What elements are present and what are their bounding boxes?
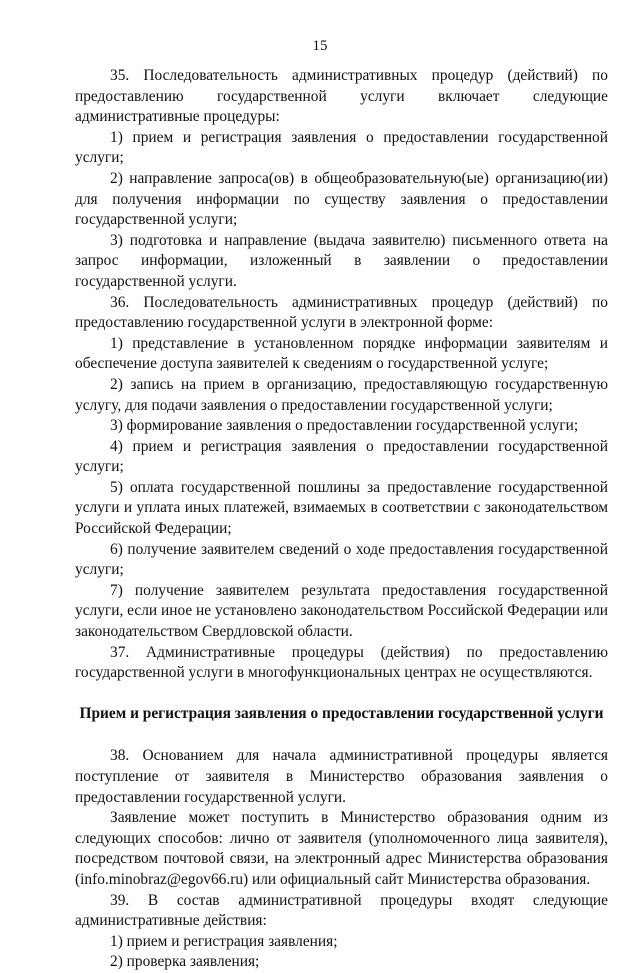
document-body	[75, 66, 608, 973]
section-procedures	[75, 66, 608, 684]
paragraph: 5) оплата государственной пошлины за предоставление государственной услуги и уплата иных платежей, взимаемых в соответствии с законодательством Российской Федерации;	[75, 478, 608, 538]
paragraph: 37. Административные процедуры (действия) по предоставлению государственной услуги в многофункциональных центрах не осуществляются.	[75, 643, 608, 682]
paragraph: 36. Последовательность административных процедур (действий) по предоставлению государственной услуги в электронной форме:	[75, 293, 608, 332]
paragraph: 39. В состав административной процедуры входят следующие административные действия:	[75, 891, 608, 930]
paragraph: 4) прием и регистрация заявления о предоставлении государственной услуги;	[75, 437, 608, 476]
paragraph: 7) получение заявителем результата предоставления государственной услуги, если иное не установлено законодательством Российской Федерации или законодательством Свердловской области.	[75, 581, 608, 641]
paragraph: 3) подготовка и направление (выдача заявителю) письменного ответа на запрос информации, изложенный в заявлении о предоставлении государственной услуги.	[75, 231, 608, 290]
paragraph: 35. Последовательность административных процедур (действий) по предоставлению государственной услуги включает следующие административные процедуры:	[75, 67, 608, 126]
paragraph: 2) запись на прием в организацию, предоставляющую государственную услугу, для подачи заявления о предоставлении государственной услуги;	[75, 375, 608, 414]
page-number: 15	[312, 38, 328, 54]
paragraph: 2) проверка заявления;	[110, 953, 260, 971]
section-heading: Прием и регистрация заявления о предоставлении государственной услуги	[79, 704, 604, 722]
paragraph: 6) получение заявителем сведений о ходе предоставления государственной услуги;	[75, 540, 608, 579]
paragraph: 38. Основанием для начала административной процедуры является поступление от заявителя в Министерство образования заявления о предоставлении государственной услуги.	[75, 747, 608, 806]
paragraph: 1) представление в установленном порядке информации заявителям и обеспечение доступа заявителей к сведениям о государственной услуге;	[75, 334, 608, 373]
section-registration	[75, 746, 608, 973]
paragraph: Заявление может поступить в Министерство образования одним из следующих способов: лично от заявителя (уполномоченного лица заявителя), посредством почтовой связи, на электронный адрес Министерства образования (info.minobraz@egov66.ru) или официальный сайт Министерства образования.	[75, 809, 608, 888]
paragraph: 1) прием и регистрация заявления;	[110, 932, 338, 950]
paragraph: 3) формирование заявления о предоставлении государственной услуги;	[110, 417, 579, 435]
paragraph: 2) направление запроса(ов) в общеобразовательную(ые) организацию(ии) для получения информации по существу заявления о предоставлении государственной услуги;	[75, 169, 608, 229]
paragraph: 1) прием и регистрация заявления о предоставлении государственной услуги;	[75, 128, 608, 167]
